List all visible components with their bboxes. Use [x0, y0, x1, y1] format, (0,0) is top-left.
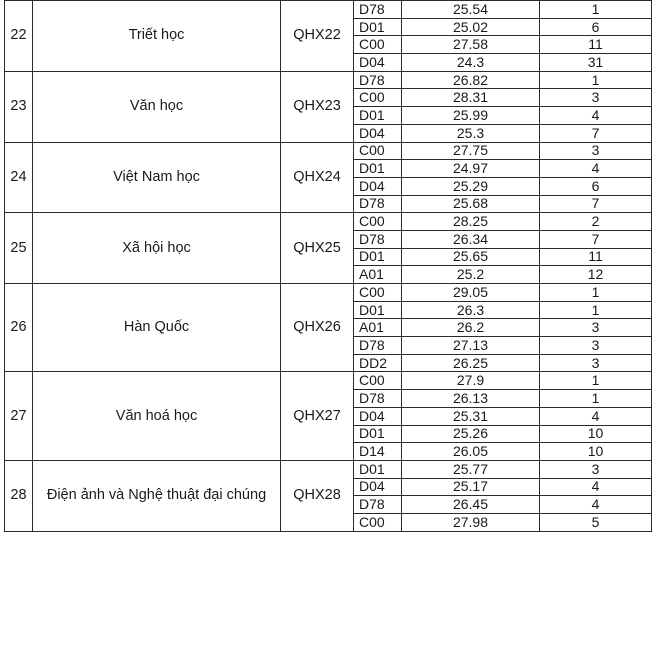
subject-combo: DD2	[354, 354, 402, 372]
major-name: Xã hội học	[33, 213, 281, 284]
subject-combo: D78	[354, 71, 402, 89]
subject-combo: A01	[354, 266, 402, 284]
priority-order: 5	[540, 513, 652, 531]
cutoff-score: 25.3	[402, 124, 540, 142]
cutoff-score: 29.05	[402, 284, 540, 302]
priority-order: 11	[540, 36, 652, 54]
row-number: 23	[5, 71, 33, 142]
cutoff-score: 26.13	[402, 390, 540, 408]
row-number: 26	[5, 284, 33, 372]
subject-combo: C00	[354, 372, 402, 390]
priority-order: 3	[540, 337, 652, 355]
cutoff-score: 28.25	[402, 213, 540, 231]
subject-combo: D01	[354, 18, 402, 36]
cutoff-score: 24.3	[402, 54, 540, 72]
subject-combo: C00	[354, 284, 402, 302]
cutoff-score: 27.58	[402, 36, 540, 54]
subject-combo: D04	[354, 407, 402, 425]
major-code: QHX25	[281, 213, 354, 284]
table-row	[5, 1, 652, 19]
cutoff-score: 25.17	[402, 478, 540, 496]
cutoff-score: 25.77	[402, 460, 540, 478]
cutoff-score: 25.26	[402, 425, 540, 443]
cutoff-score: 25.31	[402, 407, 540, 425]
cutoff-score: 26.34	[402, 230, 540, 248]
row-number: 27	[5, 372, 33, 460]
subject-combo: D78	[354, 230, 402, 248]
cutoff-score: 25.2	[402, 266, 540, 284]
table-row	[5, 284, 652, 302]
table-row	[5, 142, 652, 160]
subject-combo: D01	[354, 248, 402, 266]
priority-order: 4	[540, 407, 652, 425]
table-row	[5, 213, 652, 231]
cutoff-score: 26.3	[402, 301, 540, 319]
priority-order: 7	[540, 195, 652, 213]
priority-order: 3	[540, 89, 652, 107]
priority-order: 6	[540, 177, 652, 195]
major-name: Việt Nam học	[33, 142, 281, 213]
major-code: QHX23	[281, 71, 354, 142]
subject-combo: D01	[354, 460, 402, 478]
row-number: 24	[5, 142, 33, 213]
cutoff-score: 26.25	[402, 354, 540, 372]
subject-combo: D04	[354, 54, 402, 72]
priority-order: 10	[540, 443, 652, 461]
priority-order: 1	[540, 71, 652, 89]
subject-combo: D78	[354, 337, 402, 355]
subject-combo: A01	[354, 319, 402, 337]
priority-order: 4	[540, 160, 652, 178]
priority-order: 1	[540, 284, 652, 302]
subject-combo: C00	[354, 513, 402, 531]
priority-order: 1	[540, 372, 652, 390]
subject-combo: D01	[354, 301, 402, 319]
priority-order: 10	[540, 425, 652, 443]
priority-order: 4	[540, 496, 652, 514]
priority-order: 11	[540, 248, 652, 266]
cutoff-score: 26.82	[402, 71, 540, 89]
priority-order: 1	[540, 301, 652, 319]
major-code: QHX26	[281, 284, 354, 372]
priority-order: 7	[540, 230, 652, 248]
cutoff-score: 24.97	[402, 160, 540, 178]
cutoff-score: 27.75	[402, 142, 540, 160]
subject-combo: D78	[354, 496, 402, 514]
priority-order: 1	[540, 390, 652, 408]
subject-combo: D01	[354, 425, 402, 443]
priority-order: 7	[540, 124, 652, 142]
major-code: QHX28	[281, 460, 354, 531]
row-number: 22	[5, 1, 33, 72]
subject-combo: C00	[354, 36, 402, 54]
cutoff-score: 27.9	[402, 372, 540, 390]
subject-combo: C00	[354, 142, 402, 160]
priority-order: 3	[540, 354, 652, 372]
cutoff-score: 25.68	[402, 195, 540, 213]
table-row	[5, 372, 652, 390]
major-name: Triết học	[33, 1, 281, 72]
subject-combo: D14	[354, 443, 402, 461]
subject-combo: D04	[354, 124, 402, 142]
cutoff-score: 27.98	[402, 513, 540, 531]
priority-order: 31	[540, 54, 652, 72]
subject-combo: D78	[354, 1, 402, 19]
subject-combo: D04	[354, 177, 402, 195]
priority-order: 1	[540, 1, 652, 19]
major-name: Văn hoá học	[33, 372, 281, 460]
table-row	[5, 71, 652, 89]
admission-scores-table	[4, 0, 652, 532]
cutoff-score: 26.2	[402, 319, 540, 337]
subject-combo: C00	[354, 213, 402, 231]
cutoff-score: 28.31	[402, 89, 540, 107]
priority-order: 3	[540, 319, 652, 337]
subject-combo: D01	[354, 160, 402, 178]
priority-order: 12	[540, 266, 652, 284]
cutoff-score: 25.54	[402, 1, 540, 19]
cutoff-score: 25.02	[402, 18, 540, 36]
subject-combo: D04	[354, 478, 402, 496]
priority-order: 2	[540, 213, 652, 231]
cutoff-score: 25.99	[402, 107, 540, 125]
cutoff-score: 27.13	[402, 337, 540, 355]
priority-order: 4	[540, 478, 652, 496]
priority-order: 3	[540, 460, 652, 478]
major-code: QHX24	[281, 142, 354, 213]
cutoff-score: 26.45	[402, 496, 540, 514]
table-body	[5, 1, 652, 532]
major-name: Văn học	[33, 71, 281, 142]
priority-order: 4	[540, 107, 652, 125]
major-name: Hàn Quốc	[33, 284, 281, 372]
priority-order: 6	[540, 18, 652, 36]
row-number: 25	[5, 213, 33, 284]
cutoff-score: 25.29	[402, 177, 540, 195]
cutoff-score: 26.05	[402, 443, 540, 461]
major-code: QHX22	[281, 1, 354, 72]
major-code: QHX27	[281, 372, 354, 460]
subject-combo: D78	[354, 390, 402, 408]
subject-combo: D78	[354, 195, 402, 213]
table-row	[5, 460, 652, 478]
major-name: Điện ảnh và Nghệ thuật đại chúng	[33, 460, 281, 531]
priority-order: 3	[540, 142, 652, 160]
row-number: 28	[5, 460, 33, 531]
cutoff-score: 25.65	[402, 248, 540, 266]
subject-combo: D01	[354, 107, 402, 125]
subject-combo: C00	[354, 89, 402, 107]
